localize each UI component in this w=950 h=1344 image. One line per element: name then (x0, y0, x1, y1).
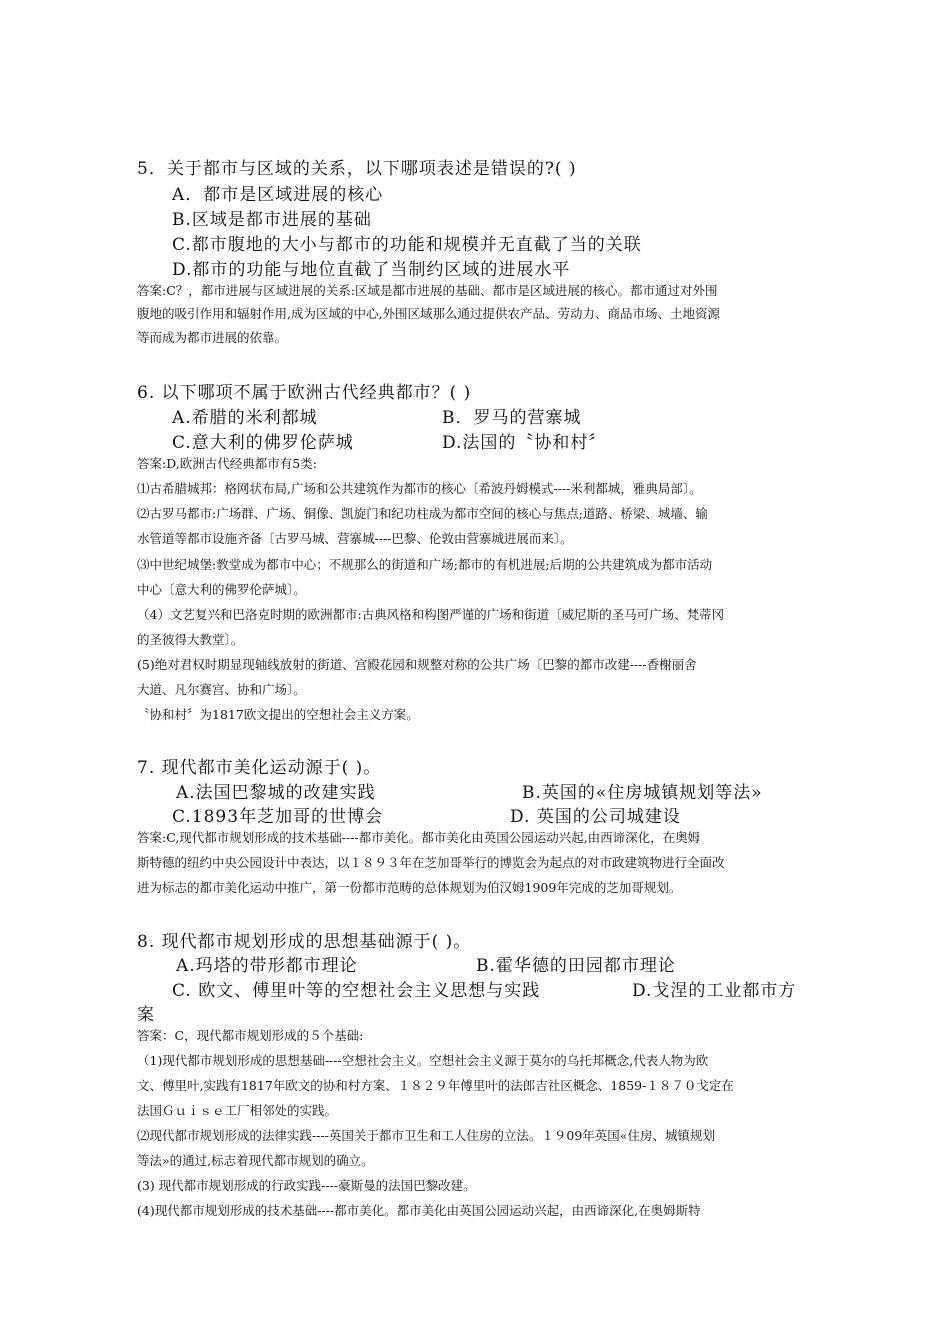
q7-option-b: B.英国的«住房城镇规划等法» (522, 783, 763, 803)
q6-option-c: C.意大利的佛罗伦萨城 (172, 433, 354, 453)
q7-option-a: A.法国巴黎城的改建实践 (176, 783, 376, 803)
q7-answer-line: 答案:C,现代都市规划形成的技术基础----都市美化。都市美化由英国公园运动兴起,由西谛深化，在奥姆 (137, 830, 701, 845)
question-7: 7. 现代都市美化运动源于( )。 (137, 758, 382, 778)
q6-answer-line: 答案:D,欧洲古代经典都市有5类: (137, 456, 317, 471)
question-8: 8. 现代都市规划形成的思想基础源于( )。 (137, 932, 472, 952)
q8-answer-line: (3) 现代都市规划形成的行政实践----豪斯曼的法国巴黎改建。 (137, 1178, 476, 1193)
q8-option-d: D.戈涅的工业都市方 (632, 981, 797, 1001)
q8-option-a: A.玛塔的带形都市理论 (176, 956, 358, 976)
q6-answer-line: 水管道等都市设施齐备〔古罗马城、营寨城----巴黎、伦敦由营寨城进展而来〕。 (137, 531, 573, 546)
q6-answer-line: 〝协和村〞为1817欧文提出的空想社会主义方案。 (137, 707, 419, 722)
question-6: 6. 以下哪项不属于欧洲古代经典都市？( ) (137, 383, 472, 403)
q8-option-c: C. 欧文、傅里叶等的空想社会主义思想与实践 (172, 981, 541, 1001)
q8-answer-line: (4)现代都市规划形成的技术基础----都市美化。都市美化由英国公园运动兴起，由西谛深化,在奥姆斯特 (137, 1203, 701, 1218)
q5-answer-line: 腹地的吸引作用和辐射作用,成为区域的中心,外围区域那么通过提供农产品、劳动力、商品市场、土地资源 (137, 306, 720, 321)
q8-answer-line: 答案：C，现代都市规划形成的５个基础: (137, 1028, 364, 1043)
q6-answer-line: 大道、凡尔赛宫、协和广场〕。 (137, 682, 306, 697)
q7-option-c: C.1893年芝加哥的世博会 (172, 807, 384, 827)
q6-answer-line: ⑶中世纪城堡:教堂成为都市中心；不规那么的街道和广场;都市的有机进展;后期的公共建筑成为都市活动 (137, 557, 713, 572)
q6-option-b: B．罗马的营寨城 (442, 408, 582, 428)
q5-answer-line: 等而成为都市进展的依靠。 (137, 330, 288, 345)
q7-option-d: D. 英国的公司城建设 (510, 807, 681, 827)
q6-answer-line: ⑵古罗马都市:广场群、广场、铜像、凯旋门和纪功柱成为都市空间的核心与焦点;道路、桥梁、城墙、输 (137, 506, 708, 521)
q8-answer-line: 等法»的通过,标志着现代都市规划的确立。 (137, 1153, 374, 1168)
q6-answer-line: 中心〔意大利的佛罗伦萨城〕。 (137, 582, 306, 597)
q8-answer-line: 文、傅里叶,实践有1817年欧文的协和村方案、１８２９年傅里叶的法郎吉社区概念、1859-１８７０戈定在 (137, 1078, 734, 1093)
q5-answer-line: 答案:C？，都市进展与区域进展的关系:区域是都市进展的基础、都市是区域进展的核心。都市通过对外围 (137, 283, 718, 298)
q8-option-b: B.霍华德的田园都市理论 (476, 956, 676, 976)
q6-answer-line: 的圣彼得大教堂〕。 (137, 632, 244, 647)
q7-answer-line: 斯特德的纽约中央公园设计中表达，以１８９３年在芝加哥举行的博览会为起点的对市政建筑物进行全面改 (137, 855, 725, 870)
q8-answer-line: 法国Ｇｕｉｓｅ工厂相邻处的实践。 (137, 1103, 338, 1118)
q8-answer-line: （1)现代都市规划形成的思想基础----空想社会主义。空想社会主义源于莫尔的乌托邦概念,代表人物为欧 (137, 1053, 709, 1068)
q5-option-a: A．都市是区域进展的核心 (172, 185, 384, 205)
q8-answer-line: ⑵现代都市规划形成的法律实践----英国关于都市卫生和工人住房的立法。１９09年英国«住房、城镇规划 (137, 1128, 715, 1143)
q6-option-d: D.法国的〝协和村〞 (442, 433, 607, 453)
q5-option-d: D.都市的功能与地位直截了当制约区域的进展水平 (172, 260, 571, 280)
q8-option-d-continued: 案 (137, 1005, 155, 1025)
q6-answer-line: （4）文艺复兴和巴洛克时期的欧洲都市:古典风格和构图严谨的广场和街道〔威尼斯的圣马可广场、梵蒂冈 (137, 607, 725, 622)
q6-answer-line: (5)绝对君权时期显现轴线放射的街道、宫殿花园和规整对称的公共广场〔巴黎的都市改建----香榭丽舍 (137, 657, 697, 672)
q5-option-c: C.都市腹地的大小与都市的功能和规模并无直截了当的关联 (172, 235, 642, 255)
question-5: 5．关于都市与区域的关系，以下哪项表述是错误的?( ) (137, 159, 577, 179)
q5-option-b: B.区域是都市进展的基础 (172, 210, 372, 230)
q6-option-a: A.希腊的米利都城 (172, 408, 318, 428)
q6-answer-line: ⑴古希腊城邦：格网状布局,广场和公共建筑作为都市的核心〔希波丹姆模式----米利都城，雅典局部〕。 (137, 481, 702, 496)
q7-answer-line: 进为标志的都市美化运动中推广，第一份都市范畴的总体规划为伯汉姆1909年完成的芝加哥规划。 (137, 880, 682, 895)
